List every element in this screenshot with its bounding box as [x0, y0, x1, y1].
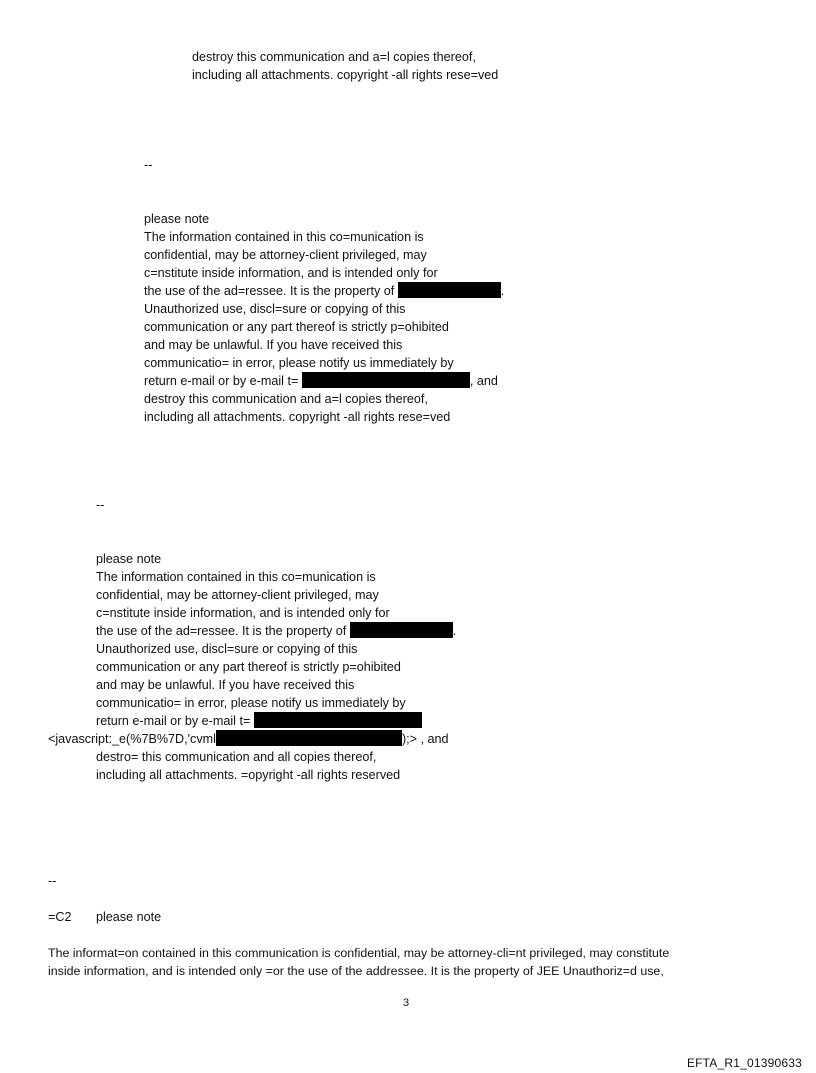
text-segment: .: [500, 284, 505, 298]
page-number: 3: [403, 997, 410, 1009]
text-line: destroy this communication and a=l copies thereof,: [144, 392, 428, 406]
text-line: confidential, may be attorney-client privileged, may: [144, 248, 427, 262]
text-segment: <javascript:_e(%7B%7D,'cvml: [48, 732, 216, 746]
disclaimer-heading: please note: [96, 910, 162, 924]
text-line: [144, 282, 504, 300]
text-line: [96, 712, 456, 730]
disclaimer-fragment-a: [192, 48, 498, 84]
encoding-marker: =C2: [48, 910, 72, 924]
text-line: Unauthorized use, discl=sure or copying of this: [144, 302, 406, 316]
text-line: [96, 622, 456, 640]
text-line: destroy this communication and a=l copies thereof,: [192, 50, 476, 64]
text-segment: return e-mail or by e-mail t=: [96, 714, 254, 728]
text-segment: );> , and: [401, 732, 449, 746]
text-line: confidential, may be attorney-client privileged, may: [96, 588, 379, 602]
disclaimer-heading: please note: [144, 212, 210, 226]
disclaimer-heading: please note: [96, 552, 162, 566]
text-line: communicatio= in error, please notify us immediately by: [96, 696, 406, 710]
text-segment: return e-mail or by e-mail t=: [144, 374, 302, 388]
redaction-bar: [398, 282, 501, 298]
separator: --: [96, 498, 105, 512]
text-segment: the use of the ad=ressee. It is the property of: [144, 284, 398, 298]
document-id: EFTA_R1_01390633: [686, 1056, 802, 1070]
text-line: inside information, and is intended only =or the use of the addressee. It is the property of JEE Unauthoriz=d use,: [48, 964, 664, 978]
redaction-bar: [216, 730, 402, 746]
text-line: including all attachments. copyright -all rights rese=ved: [144, 410, 451, 424]
text-line: and may be unlawful. If you have received this: [96, 678, 355, 692]
text-line: [48, 908, 788, 926]
text-line: including all attachments. =opyright -all rights reserved: [96, 768, 401, 782]
text-line: and may be unlawful. If you have received this: [144, 338, 403, 352]
text-segment: .: [452, 624, 457, 638]
text-line: including all attachments. copyright -all rights rese=ved: [192, 68, 499, 82]
text-line: The informat=on contained in this communication is confidential, may be attorney-cli=nt privileged, may constitute: [48, 946, 670, 960]
redaction-bar: [302, 372, 470, 388]
separator: --: [144, 158, 153, 172]
text-line: communication or any part thereof is strictly p=ohibited: [144, 320, 449, 334]
text-line: c=nstitute inside information, and is intended only for: [96, 606, 390, 620]
text-line: communicatio= in error, please notify us immediately by: [144, 356, 454, 370]
text-line: The information contained in this co=munication is: [144, 230, 424, 244]
disclaimer-block-d: [48, 908, 788, 980]
text-line: c=nstitute inside information, and is intended only for: [144, 266, 438, 280]
text-segment: the use of the ad=ressee. It is the property of: [96, 624, 350, 638]
separator: --: [48, 874, 57, 888]
text-line: [144, 372, 504, 390]
redaction-bar: [350, 622, 453, 638]
text-line: Unauthorized use, discl=sure or copying of this: [96, 642, 358, 656]
disclaimer-block-b: [144, 210, 504, 426]
text-line: destro= this communication and all copies thereof,: [96, 750, 377, 764]
spacer: [48, 926, 788, 944]
text-line: [48, 730, 456, 748]
text-line: communication or any part thereof is strictly p=ohibited: [96, 660, 401, 674]
text-segment: , and: [469, 374, 498, 388]
redaction-bar: [254, 712, 422, 728]
text-line: The information contained in this co=munication is: [96, 570, 376, 584]
disclaimer-block-c: [48, 550, 457, 784]
